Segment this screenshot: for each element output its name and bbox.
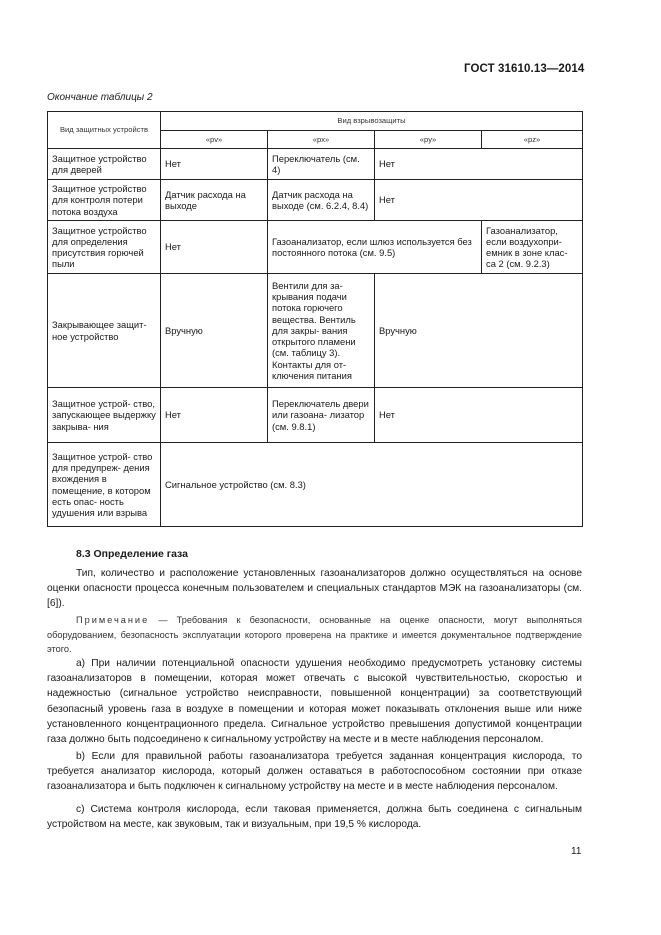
- cell-pv: Нет: [161, 388, 268, 443]
- cell-px: Переключатель (см. 4): [268, 149, 375, 180]
- cell-px-py: Газоанализатор, если шлюз используется без постоянного потока (см. 9.5): [268, 221, 482, 274]
- paragraph-item-c: с) Система контроля кислорода, если таковая применяется, должна быть соединена с сигнальным устройством на месте, как звуковым, так и визуальным, при 19,5 % кислорода.: [47, 804, 582, 831]
- header-protection-type: Вид взрывозащиты: [161, 112, 583, 131]
- table-row: [48, 149, 583, 180]
- paragraph-item-a: а) При наличии потенциальной опасности удушения необходимо предусмотреть установку системы газоанализаторов в помещении, которая может отвечать с высокой чувствительностью, скоростью и надежностью (сигнальное устройство неисправности, повышенной концентрации) за соответствующий безопасный уровень газа в воздухе в помещении и которая может показывать отклонения выше или ниже установленного концентрационного предела. Сигнальное устройство превышения допустимой концентрации газа должно быть подсоединено к сигнальному устройству на месте и в месте наблюдения персоналом.: [47, 658, 582, 746]
- cell-pv: Датчик расхода на выходе: [161, 180, 268, 221]
- note-label: Примечание: [76, 615, 150, 625]
- note-paragraph: [47, 613, 582, 657]
- subheader-pv: «pv»: [161, 131, 268, 149]
- subheader-px: «px»: [268, 131, 375, 149]
- row-device-label: Закрывающее защит- ное устройство: [48, 274, 161, 388]
- page-number: 11: [571, 846, 582, 857]
- table-caption: Окончание таблицы 2: [47, 92, 153, 103]
- cell-pv: Вручную: [161, 274, 268, 388]
- table-row: [48, 274, 583, 388]
- table-row: [48, 221, 583, 274]
- table-row: [48, 388, 583, 443]
- row-device-label: Защитное устрой- ство, запускающее выдержку закрыва- ния: [48, 388, 161, 443]
- table-row: [48, 180, 583, 221]
- cell-pv: Нет: [161, 149, 268, 180]
- protection-devices-table: [47, 111, 583, 527]
- paragraph-item-b: b) Если для правильной работы газоанализатора требуется заданная концентрация кислорода, то требуется анализатор кислорода, который должен оставаться в работоспособном состоянии при отказе газоанализатора и быть подключен к сигнальному устройству на месте и в месте наблюдения персоналом.: [47, 751, 582, 793]
- cell-px: Датчик расхода на выходе (см. 6.2.4, 8.4): [268, 180, 375, 221]
- document-code: ГОСТ 31610.13—2014: [464, 63, 585, 75]
- subheader-pz: «pz»: [482, 131, 583, 149]
- cell-py-pz: Нет: [375, 180, 583, 221]
- table-row: [48, 443, 583, 527]
- cell-px: Переключатель двери или газоана- лизатор (см. 9.8.1): [268, 388, 375, 443]
- cell-pv: Нет: [161, 221, 268, 274]
- cell-py-pz: Нет: [375, 388, 583, 443]
- row-device-label: Защитное устройство для контроля потери потока воздуха: [48, 180, 161, 221]
- row-device-label: Защитное устрой- ство для предупреж- дения вхождения в помещение, в котором есть опас- ность удушения или взрыва: [48, 443, 161, 527]
- cell-py-pz: Нет: [375, 149, 583, 180]
- paragraph-intro: Тип, количество и расположение установленных газоанализаторов должно осуществляться на основе оценки опасности процесса конечным пользователем и специальных стандартов МЭК на газоанализаторы (см. [6]).: [47, 568, 582, 610]
- section-heading: 8.3 Определение газа: [76, 548, 188, 560]
- header-device-type: Вид защитных устройств: [48, 112, 161, 149]
- cell-all-types: Сигнальное устройство (см. 8.3): [161, 443, 583, 527]
- subheader-py: «py»: [375, 131, 482, 149]
- note-text: — Требования к безопасности, основанные на оценке опасности, могут выполняться оборудованием, безопасность эксплуатации которого проверена на практике и имеется документальное подтверждение этого.: [47, 615, 582, 655]
- cell-py-pz: Вручную: [375, 274, 583, 388]
- cell-px: Вентили для за- крывания подачи потока горючего вещества. Вентиль для закры- вания открытого пламени (см. таблицу 3). Контакты для от- ключения питания: [268, 274, 375, 388]
- row-device-label: Защитное устройство для определения присутствия горючей пыли: [48, 221, 161, 274]
- row-device-label: Защитное устройство для дверей: [48, 149, 161, 180]
- cell-pz: Газоанализатор, если воздухопри- емник в зоне клас- са 2 (см. 9.2.3): [482, 221, 583, 274]
